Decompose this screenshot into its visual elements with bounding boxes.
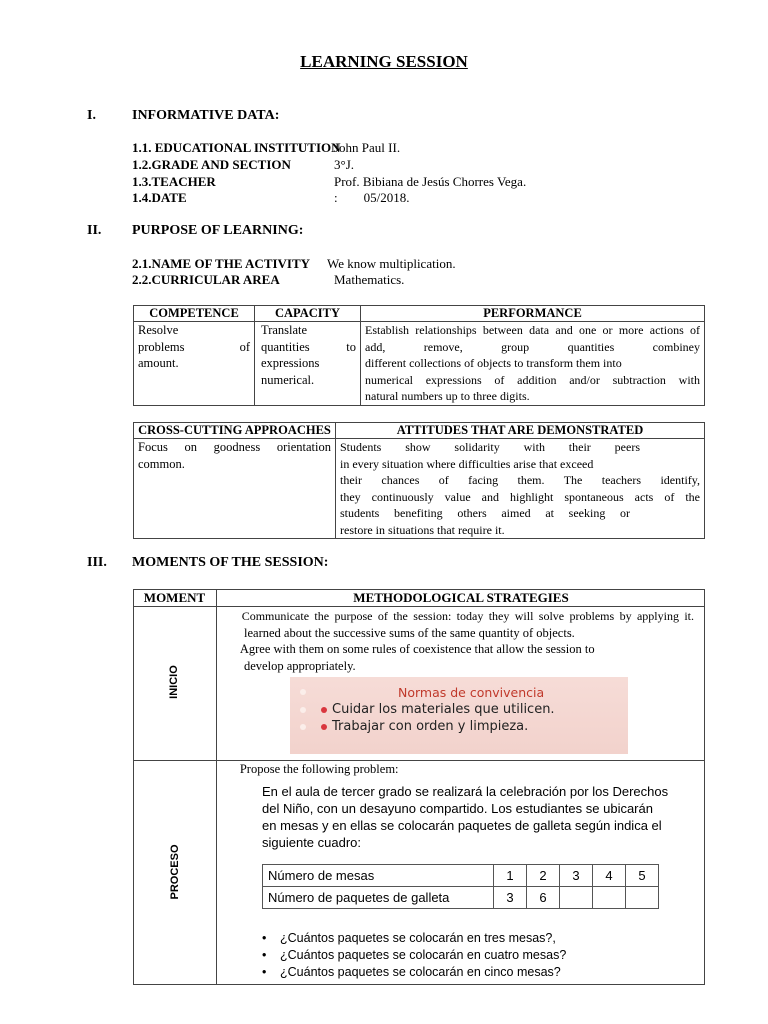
moment-proceso-label: PROCESO: [169, 844, 181, 900]
approach-line: Focus on goodness orientation: [138, 440, 331, 454]
bullet-dot-icon: [300, 707, 306, 713]
info-label-institution: 1.1. EDUCATIONAL INSTITUTION: [132, 140, 341, 155]
row-label-tables: Número de mesas: [263, 865, 494, 887]
header-approaches: CROSS-CUTTING APPROACHES: [134, 423, 336, 439]
table-cell: 3: [494, 887, 527, 909]
attitudes-cell: [336, 439, 705, 539]
info-label-grade: 1.2.GRADE AND SECTION: [132, 157, 291, 172]
attitude-line: Students show solidarity with their peers: [340, 440, 640, 454]
table-cell: [626, 887, 659, 909]
cross-cutting-table: [133, 422, 705, 539]
questions-list: [262, 930, 566, 981]
area-label: 2.2.CURRICULAR AREA: [132, 272, 280, 287]
moment-inicio-label: INICIO: [168, 665, 180, 699]
question-text: ¿Cuántos paquetes se colocarán en cinco mesas?: [280, 965, 561, 979]
info-label-date: 1.4.DATE: [132, 190, 187, 205]
attitude-line: they continuously value and highlight spontaneous acts of the: [340, 489, 700, 504]
table-cell: 6: [527, 887, 560, 909]
attitude-line: in every situation where difficulties arise that exceed: [340, 456, 594, 471]
capacity-cell: [255, 322, 361, 406]
cookie-packages-table: [262, 864, 659, 909]
area-value: Mathematics.: [334, 272, 405, 287]
section-1-title: INFORMATIVE DATA:: [132, 108, 280, 123]
page-title: LEARNING SESSION: [300, 52, 468, 71]
bullet-dot-icon: [321, 707, 327, 713]
competence-table: [133, 305, 705, 406]
capacity-line: Translate: [261, 323, 308, 337]
section-3-number: III.: [87, 555, 107, 570]
bullet-icon: •: [262, 931, 267, 945]
proceso-intro: Propose the following problem:: [227, 762, 386, 776]
problem-line: siguiente cuadro:: [262, 835, 362, 850]
activity-value: We know multiplication.: [327, 256, 456, 271]
inicio-line: Agree with them on some rules of coexistence that allow the session to: [227, 642, 582, 656]
competence-line: Resolve: [138, 323, 179, 337]
info-value-institution: John Paul II.: [334, 140, 401, 155]
section-2-title: PURPOSE OF LEARNING:: [132, 223, 304, 238]
question-text: ¿Cuántos paquetes se colocarán en cuatro mesas?: [280, 948, 567, 962]
moments-column-divider: [216, 589, 217, 985]
table-cell: 1: [494, 865, 527, 887]
info-value-date: : 05/2018.: [334, 190, 410, 205]
competence-line: problems of: [138, 339, 250, 354]
performance-line: different collections of objects to transform them into: [365, 356, 622, 370]
capacity-line: numerical.: [261, 372, 315, 387]
question-text: ¿Cuántos paquetes se colocarán en tres mesas?,: [280, 931, 556, 945]
capacity-line: expressions: [261, 356, 320, 370]
problem-line: del Niño, con un desayuno compartido. Los estudiantes se ubicarán: [262, 801, 653, 816]
performance-cell: [361, 322, 705, 406]
header-strategies: METHODOLOGICAL STRATEGIES: [353, 590, 569, 605]
approach-line: common.: [138, 456, 185, 471]
header-attitudes: ATTITUDES THAT ARE DEMONSTRATED: [336, 423, 705, 439]
header-competence: COMPETENCE: [134, 306, 255, 322]
header-performance: PERFORMANCE: [361, 306, 705, 322]
attitude-line: their chances of facing them. The teachers identify,: [340, 473, 700, 487]
inicio-strategies: [227, 608, 694, 674]
approach-cell: [134, 439, 336, 539]
bullet-dot-icon: [321, 724, 327, 730]
section-1-number: I.: [87, 108, 96, 123]
table-cell: [593, 887, 626, 909]
list-item: [262, 930, 566, 947]
rules-title: Normas de convivencia: [398, 685, 545, 700]
table-row: [263, 865, 659, 887]
table-cell: 5: [626, 865, 659, 887]
attitude-line: students benefiting others aimed at seeking or: [340, 506, 630, 520]
bullet-icon: •: [262, 948, 267, 962]
table-cell: 3: [560, 865, 593, 887]
header-capacity: CAPACITY: [255, 306, 361, 322]
performance-line: natural numbers up to three digits.: [365, 389, 530, 403]
table-cell: 4: [593, 865, 626, 887]
rule-item: Trabajar con orden y limpieza.: [332, 719, 529, 734]
problem-line: en mesas y en ellas se colocarán paquetes de galleta según indica el: [262, 818, 662, 833]
performance-line: Establish relationships between data and one or more actions of: [365, 323, 700, 337]
list-item: [262, 964, 566, 981]
problem-line: En el aula de tercer grado se realizará la celebración por los Derechos: [262, 784, 669, 799]
info-value-teacher: Prof. Bibiana de Jesús Chorres Vega.: [334, 174, 527, 189]
bullet-icon: •: [262, 965, 267, 979]
performance-line: add, remove, group quantities combiney: [365, 339, 700, 354]
competence-cell: [134, 322, 255, 406]
list-item: [262, 947, 566, 964]
capacity-line: quantities to: [261, 339, 356, 354]
coexistence-rules-card: [290, 677, 628, 754]
inicio-line: develop appropriately.: [244, 658, 356, 673]
table-cell: 2: [527, 865, 560, 887]
moments-row-divider: [133, 760, 705, 761]
section-2-number: II.: [87, 223, 102, 238]
bullet-dot-icon: [300, 724, 306, 730]
table-row: [263, 887, 659, 909]
bullet-dot-icon: [300, 689, 306, 695]
row-label-packages: Número de paquetes de galleta: [263, 887, 494, 909]
activity-label: 2.1.NAME OF THE ACTIVITY: [132, 256, 311, 271]
inicio-line: learned about the successive sums of the same quantity of objects.: [244, 625, 575, 640]
table-cell: [560, 887, 593, 909]
competence-line: amount.: [138, 356, 179, 370]
inicio-line: Communicate the purpose of the session: today they will solve problems by applying it.: [227, 609, 694, 623]
moments-header-divider: [133, 606, 705, 607]
attitude-line: restore in situations that require it.: [340, 522, 505, 537]
header-moment: MOMENT: [143, 590, 206, 605]
rule-item: Cuidar los materiales que utilicen.: [332, 702, 555, 717]
info-label-teacher: 1.3.TEACHER: [132, 174, 216, 189]
performance-line: numerical expressions of addition and/or subtraction with: [365, 372, 700, 387]
info-value-grade: 3°J.: [334, 157, 355, 172]
section-3-title: MOMENTS OF THE SESSION:: [132, 555, 329, 570]
